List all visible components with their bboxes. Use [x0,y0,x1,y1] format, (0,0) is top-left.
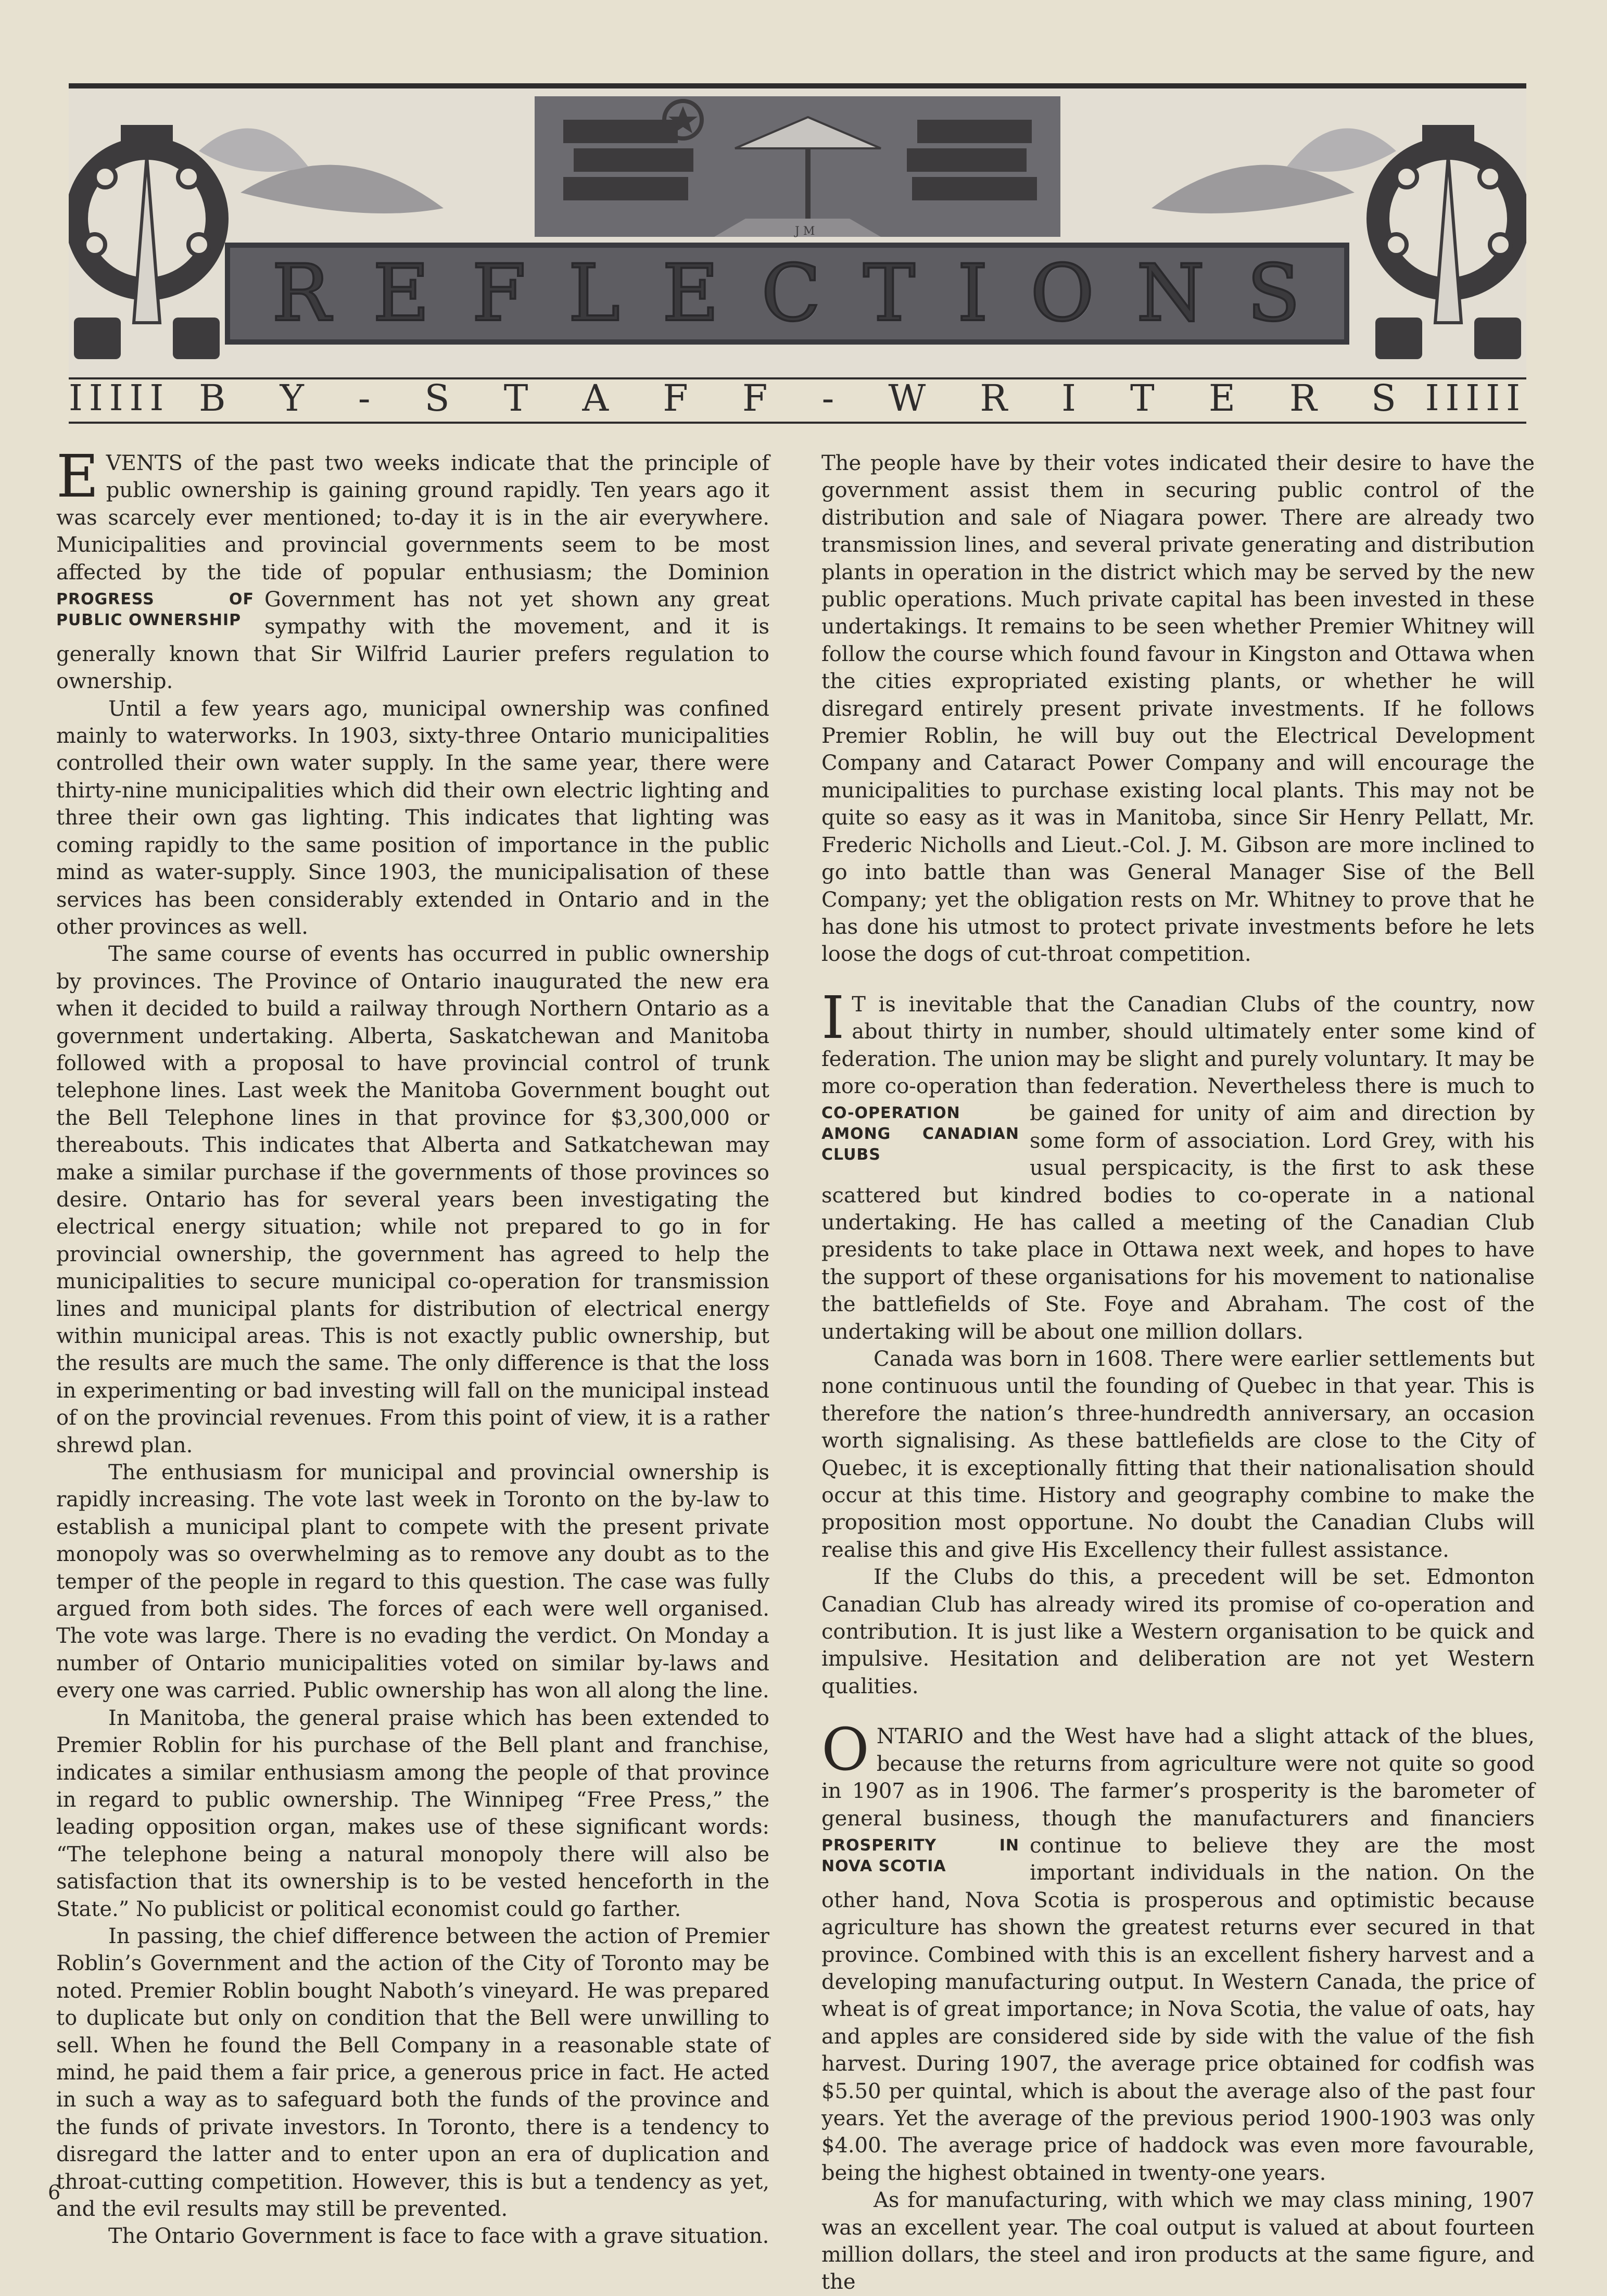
left-text-column [56,443,769,2250]
right-quill-ornament [1152,165,1355,213]
drop-cap: I [821,984,845,1052]
title-letter: O [1030,248,1097,339]
byline-letter: T [503,377,528,420]
center-books-lamp-ornament [535,96,1060,237]
byline-letter: F [663,377,688,420]
byline-ticks-right: IIIII [1425,377,1526,419]
article-paragraph: In passing, the chief difference between the action of Premier Roblin’s Government and the action of the City of Toronto may be noted. Premier Roblin bought Naboth’s vineyard. He was prepared to duplicate but only on condition that the Bell were unwilling to sell. When he found the Bell Company in a reasonable state of mind, he paid them a fair price, a generous price in fact. He acted in such a way as to safeguard both the funds of the province and the funds of private investors. In Toronto, there is a tendency to disregard the latter and to enter upon an era of duplication and throat-cutting competition. However, this is but a tendency as yet, and the evil results may still be prevented. [56,1924,769,2221]
article-paragraph: If the Clubs do this, a precedent will be set. Edmonton Canadian Club has already wired its promise of co-operation and contribution. It is just like a Western organisation to be quick and impulsive. Hesitation and deliberation are not yet Western qualities. [821,1565,1535,1698]
reflections-banner [69,83,1526,379]
left-quill-ornament [241,165,444,213]
title-letter: R [272,248,333,339]
article-paragraph: The enthusiasm for municipal and provincial ownership is rapidly increasing. The vote last week in Toronto on the by-law to establish a municipal plant to compete with the present private monopoly was so overwhelming as to remove any doubt as to the temper of the people in regard to this question. The case was fully argued from both sides. The forces of each were well organised. The vote was large. There is no evading the verdict. On Monday a number of Ontario municipalities voted on similar by-laws and every one was carried. Public ownership has won all along the line. [56,1461,769,1703]
paragraph-text: VENTS of the past two weeks indicate that the principle of public ownership is gaining ground rapidly. Ten years ago it was scarcely ever mentioned; to-day it is in the air everywhere. Municipalities and provincial governments seem to be most affected by the tide of popular enthusiasm; the Dominion Government [56,451,769,612]
byline-letter: A [582,377,609,420]
byline-letter: T [1130,377,1155,420]
title-letter: E [662,248,722,339]
byline-letter: - [358,377,371,420]
article-paragraph: The same course of events has occurred in public ownership by provinces. The Province of Ontario inaugurated the new era when it decided to build a railway through Northern Ontario as a government undertaking. Alberta, Saskatchewan and Manitoba followed with a proposal to have provincial control of trunk telephone lines. Last week the Manitoba Government bought out the Bell Telephone lines in that province for $3,300,000 or thereabouts. This indicates that Alberta and Satkatchewan may make a similar purchase if the governments of those provinces so desire. Ontario has for several years been investigating the electrical energy situation; while not prepared to go in for provincial ownership, the government has agreed to help the municipalities to secure municipal co-operation for transmission lines and municipal plants for distribution of electrical energy within municipal areas. This is not exactly public ownership, but the results are much the same. The only difference is that the loss in experimenting or bad investing will fall on the municipal instead of on the provincial revenues. From this point of view, it is a rather shrewd plan. [56,942,769,1457]
byline-letter: I [1061,377,1076,420]
article-paragraph [821,984,1535,1346]
paragraph-text: they are the most important individuals in the nation. On the other hand, Nova Scotia is prosperous and optimistic because agriculture has shown the greatest returns ever secured in that province. Combined with this is an excellent fishery harvest and a developing manufacturing output. In Western Canada, the price of wheat is of great importance; in Nova Scotia, the value of oats, hay and apples are considered side by side with the value of the fish harvest. During 1907, the average price obtained for codfish was $5.50 per quintal, which is about the average also of the past four years. Yet the average of the previous period 1900-1903 was only $4.00. The average price of haddock was even more favourable, being the highest obtained in twenty-one years. [821,1833,1535,2185]
title-letter: N [1136,248,1207,339]
reflections-title-plate [225,243,1349,345]
right-wreath-ornament [1375,125,1521,359]
paragraph-text: has not yet shown any great sympathy with the movement, and it is generally known that Sir Wilfrid Laurier prefers regulation to ownership. [56,588,769,694]
paragraph-text: T is inevitable that the Canadian Clubs of the country, now about thirty in number, should ultimately enter some kind of federation. The union may be slight and purely voluntary. It may be more co-operation than federation. Nevertheless there is much to be gained [821,992,1535,1126]
drop-cap: O [821,1716,869,1784]
byline-letter: S [1371,377,1396,420]
title-letter: T [863,248,918,339]
article-paragraph: The people have by their votes indicated their desire to have the government assist them in securing public control of the distribution and sale of Niagara power. There are already two transmission lines, and several private generating and distribution plants in operation in the district which may be served by the new public operations. Much private capital has been invested in these undertakings. It remains to be seen whether Premier Whitney will follow the course which found favour in Kingston and Ottawa when the cities expropriated existing plants, or whether he will disregard entirely present private investments. If he follows Premier Roblin, he will buy out the Electrical Development Company and Cataract Power Company and will encourage the municipalities to purchase existing local plants. This may not be quite so easy as it was in Manitoba, since Sir Henry Pellatt, Mr. Frederic Nicholls and Lieut.-Col. J. M. Gibson are more inclined to go into battle than was General Manager Sise of the Bell Company; yet the obligation rests on Mr. Whitney to prove that he has done his utmost to protect private investments before he lets loose the dogs of cut-throat competition. [821,451,1535,967]
byline-letter: S [424,377,450,420]
byline-letter: R [1289,377,1317,420]
byline-letter: Y [280,377,304,420]
byline-ticks-left: IIIII [69,377,170,419]
byline-letter: E [1208,377,1235,420]
page-number: 6 [48,2181,61,2204]
side-heading: PROGRESS OF PUBLIC OWNERSHIP [56,590,254,630]
title-letter: C [761,248,824,339]
article-paragraph: The Ontario Government is face to face with a grave situation. [108,2224,769,2249]
side-heading: PROSPERITY IN NOVA SCOTIA [821,1836,1019,1875]
title-letter: I [957,248,991,339]
article-paragraph: As for manufacturing, with which we may class mining, 1907 was an excellent year. The coal output is valued at about fourteen million dollars, the steel and iron products at the same figure, and the [821,2188,1535,2294]
artist-monogram: J M [795,225,815,238]
byline-letter: - [821,377,834,420]
side-heading: CO-OPERATION AMONG CANADIAN CLUBS [821,1104,1019,1164]
byline-letter: B [199,377,226,420]
paragraph-text: NTARIO and the West have had a slight attack of the blues, because the returns from agriculture were not quite so good in 1907 as in 1906. The farmer’s prosperity is the barometer of general business, though the manufacturers and financiers continue to believe [821,1724,1535,1858]
right-text-column [821,450,1535,2296]
article-paragraph: Until a few years ago, municipal ownership was confined mainly to waterworks. In 1903, sixty-three Ontario municipalities controlled their own water supply. In the same year, there were thirty-nine municipalities which did their own electric lighting and three their own gas lighting. This indicates that lighting was coming rapidly to the same position of importance in the public mind as water-supply. Since 1903, the municipalisation of these services has been considerably extended in Ontario and in the other provinces as well. [56,696,769,939]
byline-letter: R [980,377,1008,420]
drop-cap: E [56,443,99,511]
article-paragraph: Canada was born in 1608. There were earlier settlements but none continuous until the founding of Quebec in that year. This is therefore the nation’s three-hundredth anniversary, an occasion worth signalising. As these battlefields are close to the City of Quebec, it is exceptionally fitting that their nationalisation should occur at this time. History and geography combine to make the proposition most opportune. No doubt the Canadian Clubs will realise this and give His Excellency their fullest assistance. [821,1347,1535,1562]
byline-letter: W [888,377,926,420]
title-letter: L [568,248,622,339]
paragraph-text: for unity of aim and direction by some form of association. Lord Grey, with his usual perspicacity, is the first to ask these scattered but kindred bodies to co-operate in a national undertaking. He has called a meeting of the Canadian Club presidents to take place in Ottawa next week, and hopes to have the support of these organisations for his movement to nationalise the battlefields of Ste. Foye and Abraham. The cost of the undertaking will be about one million dollars. [821,1101,1535,1344]
byline-bar [69,375,1526,424]
title-letter: S [1247,248,1302,339]
title-letter: F [472,248,528,339]
left-wreath-ornament [74,125,220,359]
byline-staff-writers [199,377,1396,420]
article-paragraph [821,1716,1535,2187]
article-paragraph: In Manitoba, the general praise which has been extended to Premier Roblin for his purchase of the Bell plant and franchise, indicates a similar enthusiasm among the people of that province in regard to public ownership. The Winnipeg “Free Press,” the leading opposition organ, makes use of these significant words: “The telephone being a natural monopoly there will also be satisfaction that its ownership is to be vested henceforth in the State.” No publicist or political economist could go farther. [56,1706,769,1921]
title-letter: E [372,248,432,339]
byline-letter: F [742,377,768,420]
article-paragraph [56,443,769,695]
